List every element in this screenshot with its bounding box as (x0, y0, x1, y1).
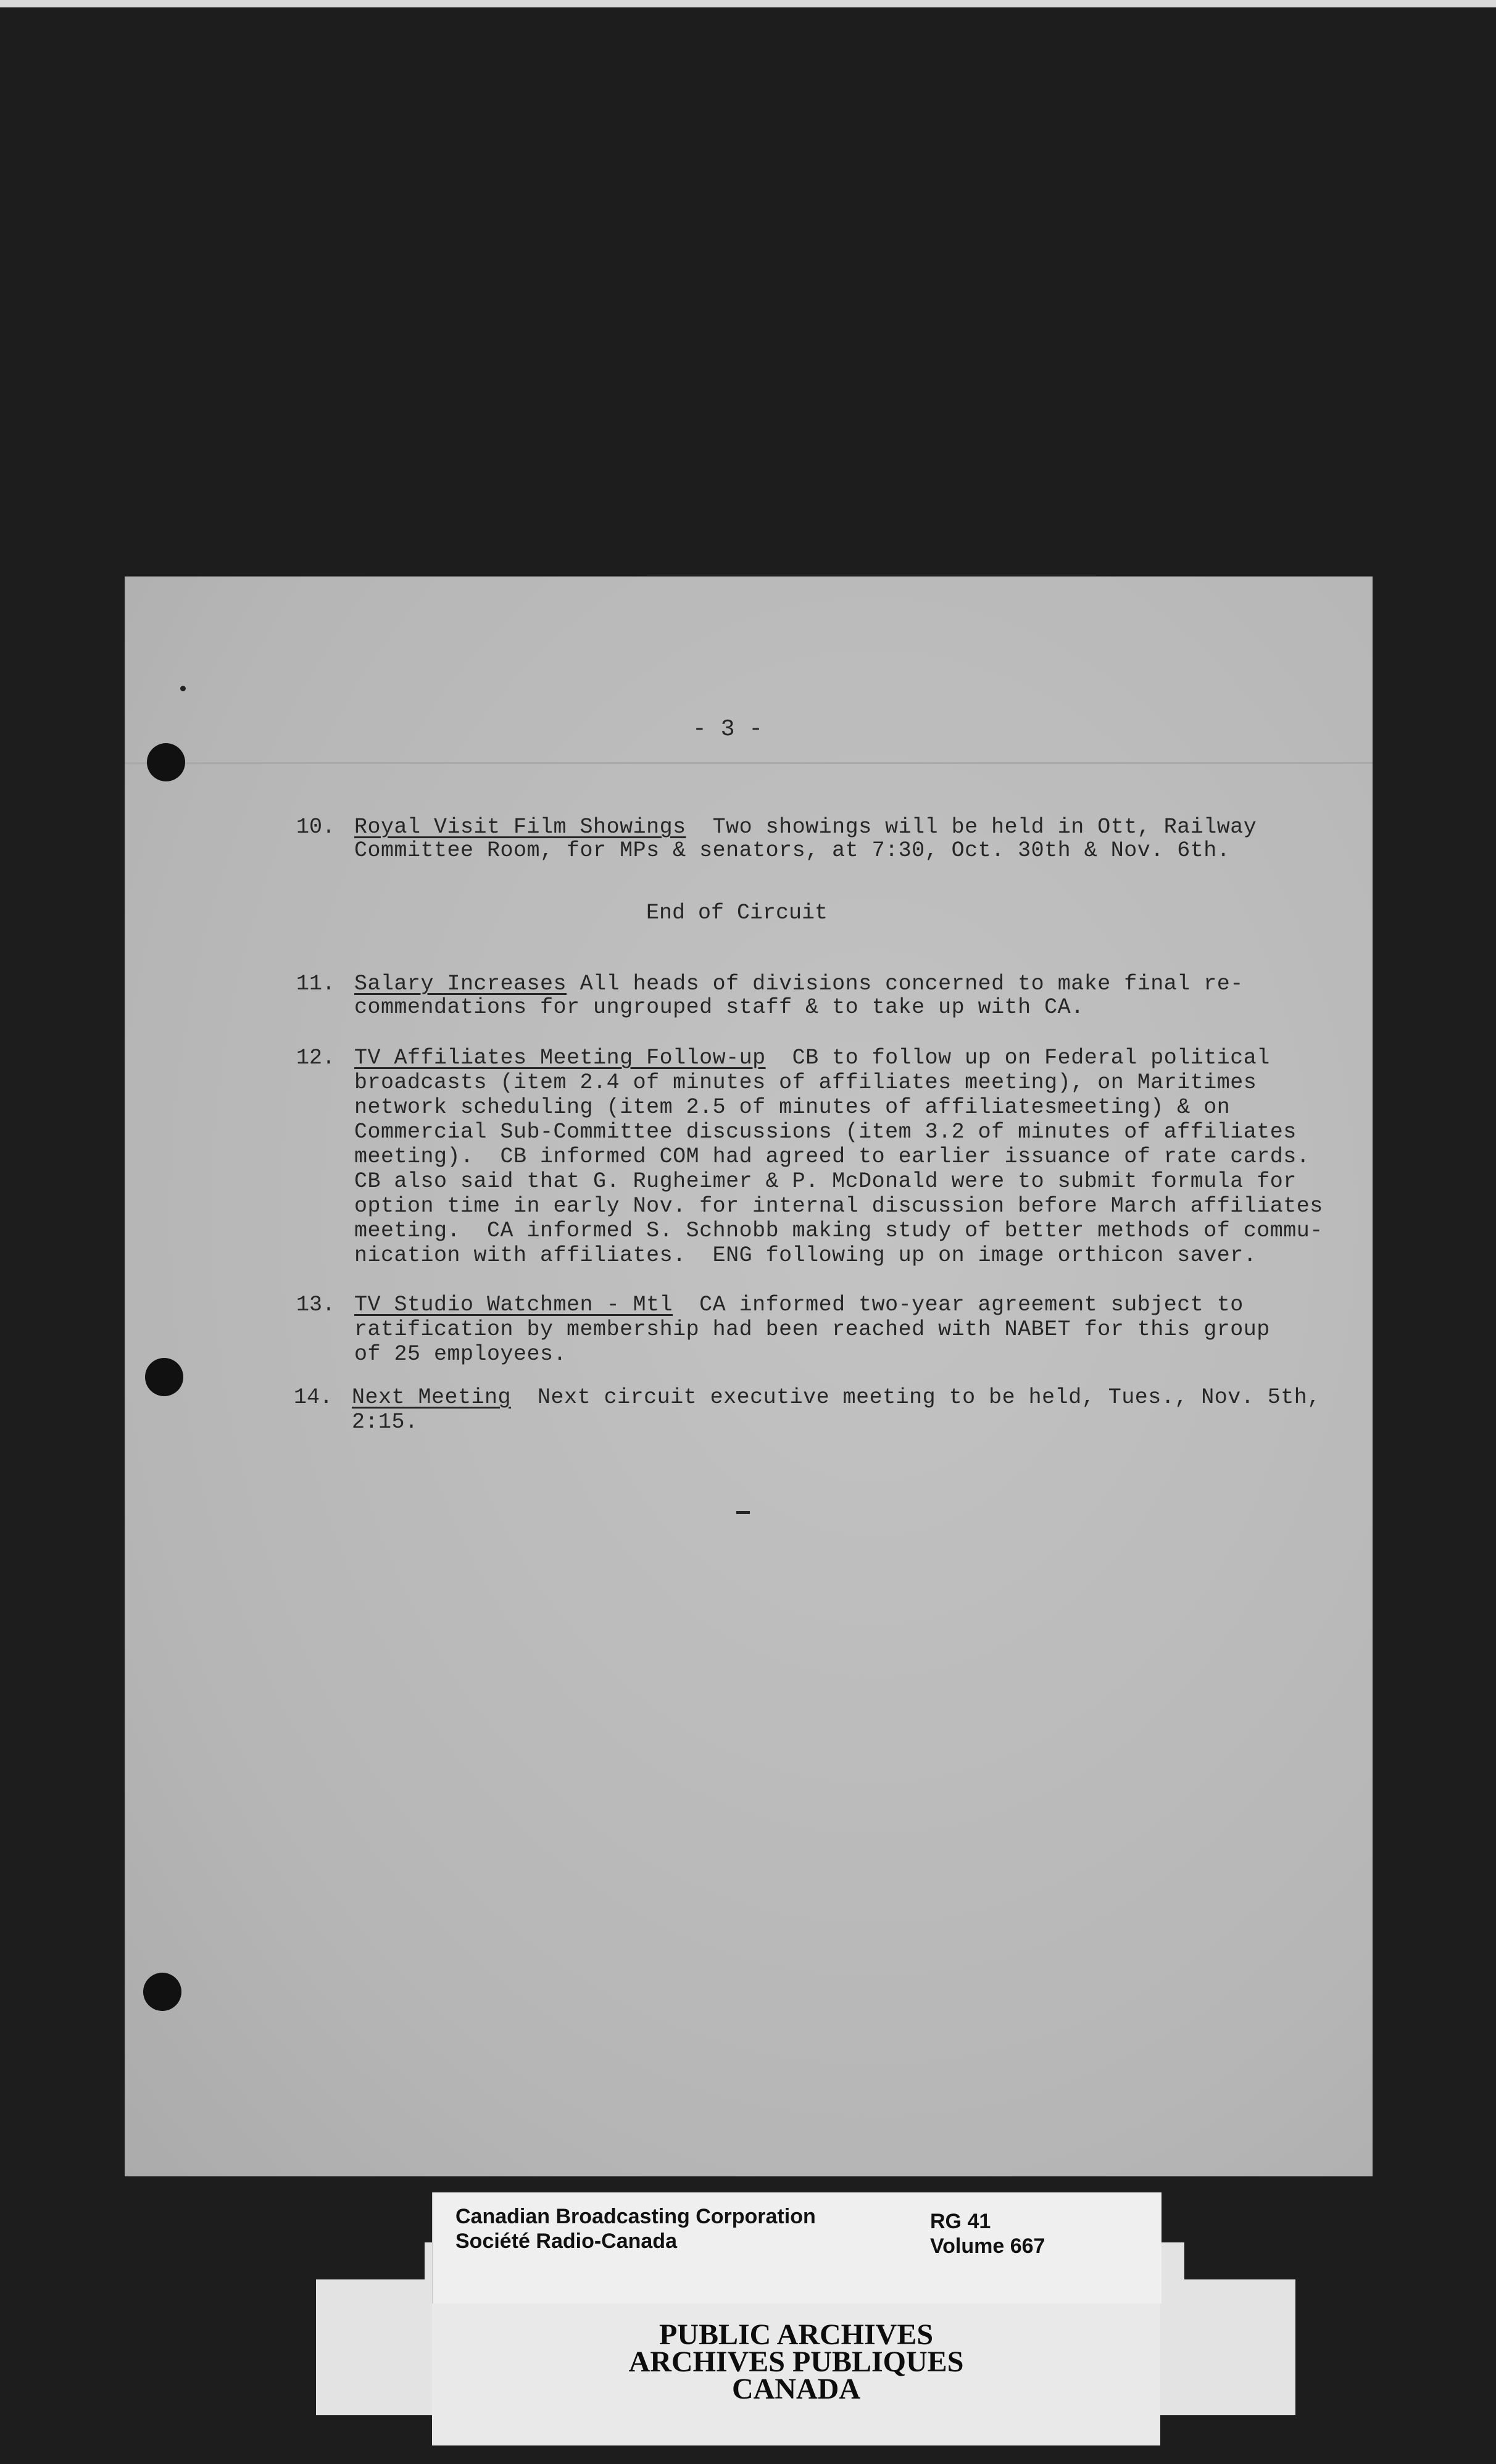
archives-stamp (432, 2304, 1160, 2445)
volume-number: Volume 667 (930, 2234, 1045, 2258)
item-number: 14. (294, 1385, 333, 1410)
item-line: commendations for ungrouped staff & to take up with CA. (354, 995, 1084, 1020)
fold-line (125, 762, 1373, 764)
punch-hole-bottom (143, 1973, 181, 2011)
org-name-en: Canadian Broadcasting Corporation (455, 2205, 816, 2228)
item-number: 11. (296, 972, 336, 996)
item-first-line (352, 1385, 1321, 1410)
item-heading: TV Affiliates Meeting Follow-up (354, 1046, 766, 1070)
item-first-line (354, 1046, 1270, 1070)
stamp-line-2: ARCHIVES PUBLIQUES (628, 2345, 964, 2378)
item-line: 2:15. (352, 1410, 418, 1434)
archive-label (432, 2192, 1161, 2304)
org-name-fr: Société Radio-Canada (455, 2229, 677, 2253)
item-heading: Royal Visit Film Showings (354, 815, 686, 839)
stamp-line-3: CANADA (732, 2373, 860, 2405)
item-number: 12. (296, 1046, 336, 1070)
punch-hole-middle (145, 1358, 183, 1396)
item-line: Committee Room, for MPs & senators, at 7:30, Oct. 30th & Nov. 6th. (354, 838, 1231, 863)
page-number: - 3 - (692, 716, 763, 743)
item-line: network scheduling (item 2.5 of minutes of affiliatesmeeting) & on (354, 1095, 1231, 1120)
item-line: meeting). CB informed COM had agreed to earlier issuance of rate cards. (354, 1144, 1310, 1169)
item-line: broadcasts (item 2.4 of minutes of affiliates meeting), on Maritimes (354, 1070, 1257, 1095)
item-text: Next circuit executive meeting to be held, Tues., Nov. 5th, (511, 1385, 1321, 1410)
item-line: nication with affiliates. ENG following up on image orthicon saver. (354, 1243, 1257, 1268)
record-group: RG 41 (930, 2210, 991, 2233)
strip-notch-right (1184, 2242, 1295, 2279)
item-text: Two showings will be held in Ott, Railway (686, 815, 1257, 839)
item-number: 10. (296, 815, 336, 839)
item-line: ratification by membership had been reached with NABET for this group (354, 1317, 1270, 1342)
item-line: Commercial Sub-Committee discussions (item 3.2 of minutes of affiliates (354, 1120, 1297, 1144)
end-of-circuit: End of Circuit (646, 901, 828, 925)
item-first-line (354, 815, 1257, 839)
item-heading: Next Meeting (352, 1385, 512, 1410)
item-first-line (354, 1292, 1244, 1317)
item-first-line (354, 972, 1244, 996)
item-text: CA informed two-year agreement subject to (673, 1292, 1244, 1317)
item-number: 13. (296, 1292, 336, 1317)
item-heading: Salary Increases (354, 972, 567, 996)
item-line: meeting. CA informed S. Schnobb making study of better methods of commu- (354, 1218, 1323, 1243)
closing-dash (736, 1511, 750, 1514)
document-page (125, 576, 1373, 2176)
strip-notch-left (316, 2242, 425, 2279)
punch-hole-top (147, 743, 185, 781)
film-edge (0, 0, 1496, 7)
item-text: CB to follow up on Federal political (765, 1046, 1270, 1070)
item-line: of 25 employees. (354, 1342, 567, 1367)
item-text: All heads of divisions concerned to make final re- (567, 972, 1244, 996)
item-line: CB also said that G. Rugheimer & P. McDonald were to submit formula for (354, 1169, 1297, 1194)
item-line: option time in early Nov. for internal discussion before March affiliates (354, 1194, 1323, 1218)
speck-mark (180, 686, 186, 691)
stamp-line-1: PUBLIC ARCHIVES (659, 2318, 934, 2351)
item-heading: TV Studio Watchmen - Mtl (354, 1292, 673, 1317)
